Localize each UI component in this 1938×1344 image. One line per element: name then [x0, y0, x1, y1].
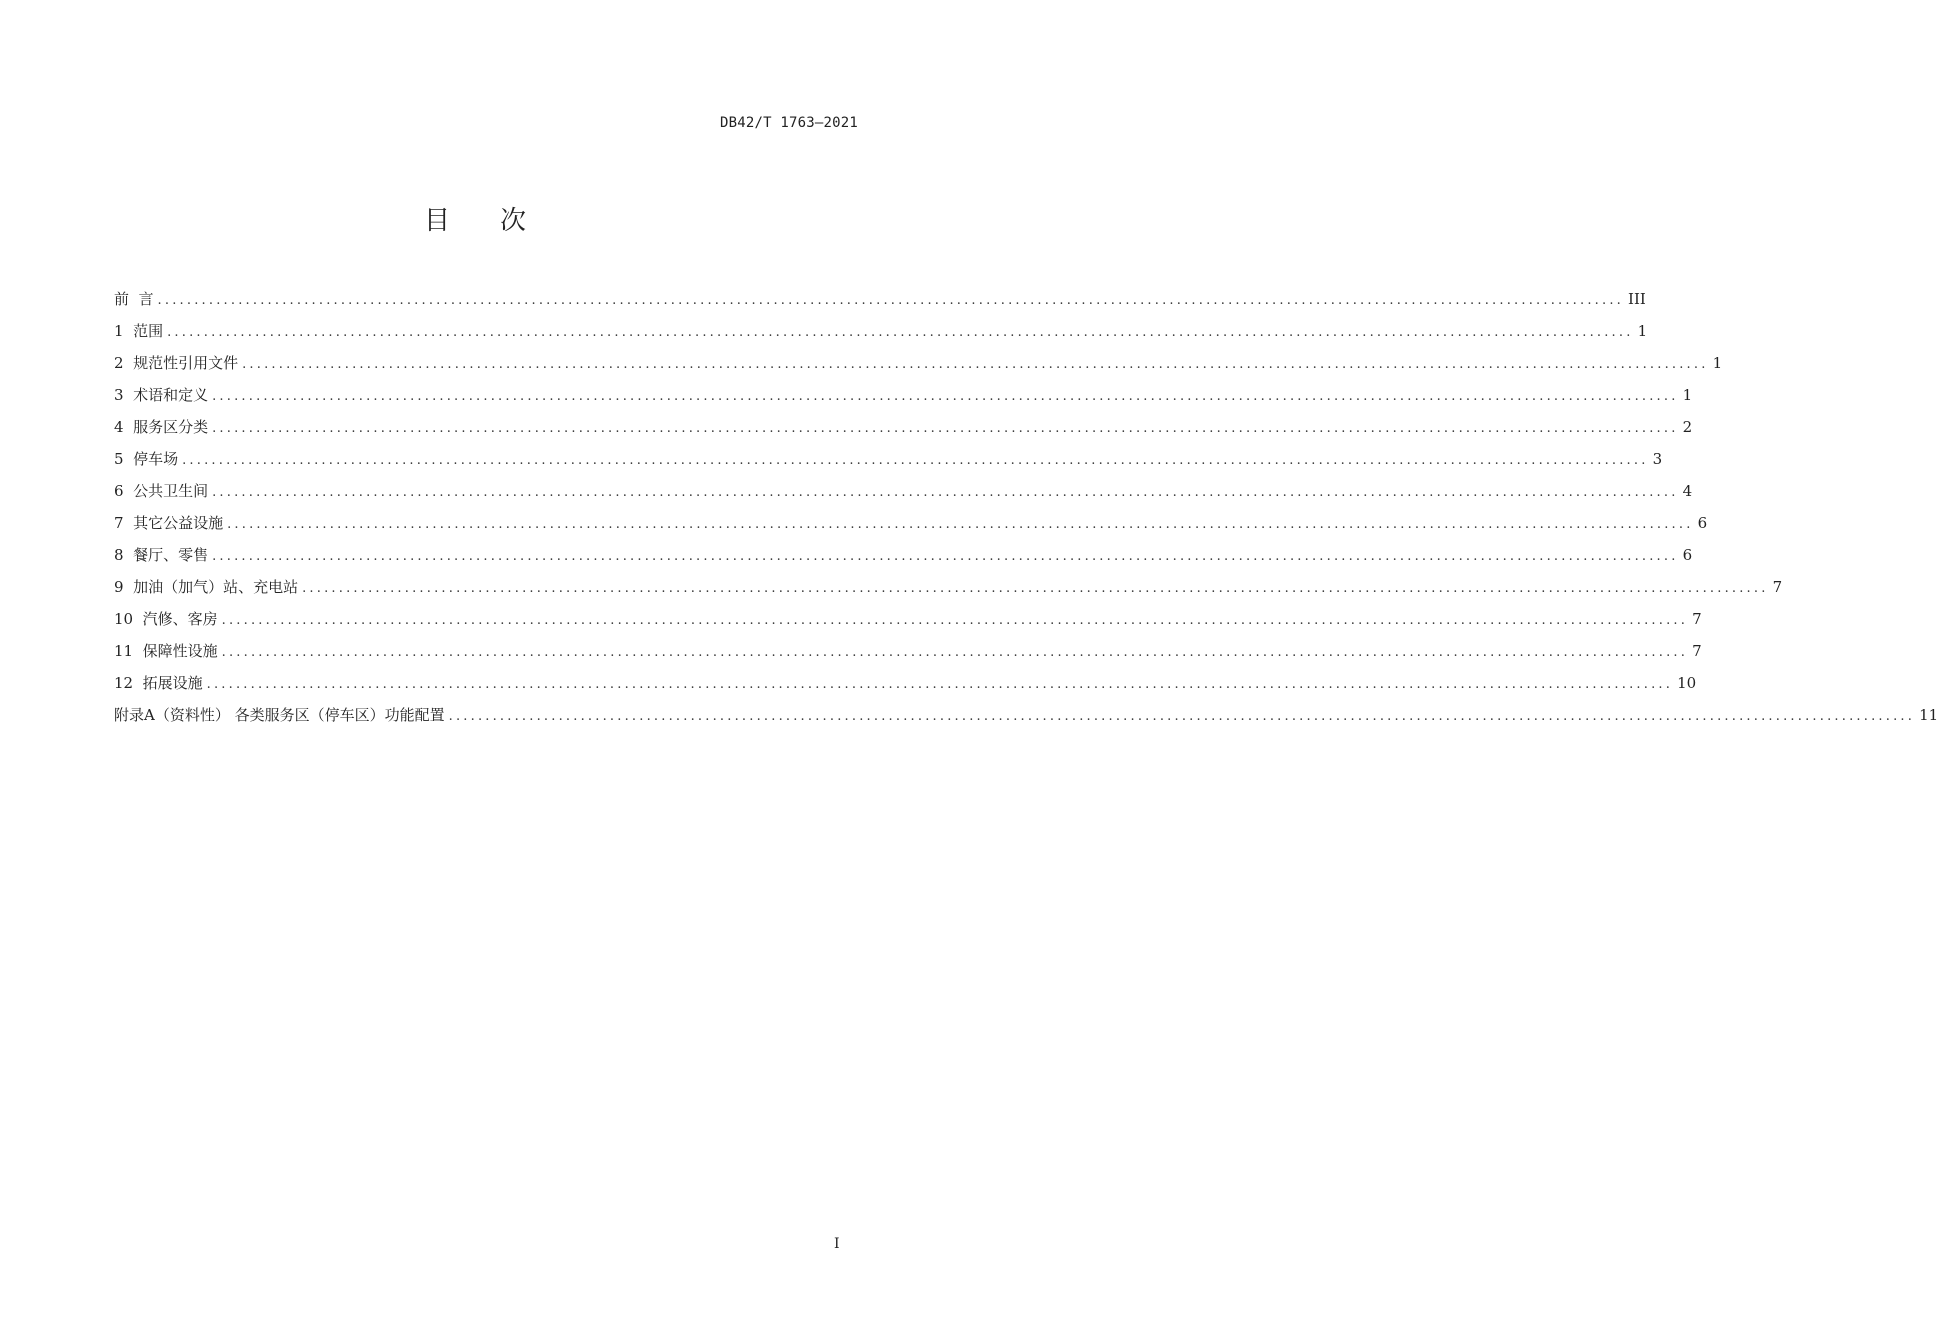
toc-entry-label: 10 汽修、客房 — [114, 610, 218, 628]
page-title — [0, 200, 950, 237]
toc-dot-leader: ........................................................................................................................................................................................................ — [242, 357, 1709, 372]
toc-entry-6[interactable] — [114, 478, 1693, 510]
toc-entry-page: 11 — [1919, 706, 1938, 724]
toc-entry-page: 3 — [1652, 450, 1663, 468]
toc-entry-8[interactable] — [114, 542, 1693, 574]
page-number: I — [834, 1236, 840, 1252]
toc-entry-label: 附录A（资料性） 各类服务区（停车区）功能配置 — [114, 706, 445, 724]
toc-entry-3[interactable] — [114, 382, 1693, 414]
toc-entry-foreword[interactable] — [114, 286, 1646, 318]
toc-entry-label: 2 规范性引用文件 — [114, 354, 239, 372]
toc-entry-label: 3 术语和定义 — [114, 386, 209, 404]
toc-dot-leader: ........................................................................................................................................................................................................ — [448, 709, 1916, 724]
toc-dot-leader: ........................................................................................................................................................................................................ — [157, 293, 1625, 308]
toc-entry-page: 1 — [1712, 354, 1723, 372]
toc-dot-leader: ........................................................................................................................................................................................................ — [182, 453, 1649, 468]
toc-entry-5[interactable] — [114, 446, 1663, 478]
toc-entry-9[interactable] — [114, 574, 1783, 606]
toc-entry-page: 10 — [1677, 674, 1697, 692]
toc-entry-label: 5 停车场 — [114, 450, 179, 468]
toc-entry-page: 6 — [1697, 514, 1708, 532]
document-code: DB42/T 1763—2021 — [719, 115, 858, 131]
toc-dot-leader: ........................................................................................................................................................................................................ — [227, 517, 1694, 532]
title-char-1: 目 — [423, 206, 450, 236]
toc-entry-page: 2 — [1682, 418, 1693, 436]
toc-entry-12[interactable] — [114, 670, 1697, 702]
toc-dot-leader: ........................................................................................................................................................................................................ — [167, 325, 1634, 340]
toc-entry-10[interactable] — [114, 606, 1702, 638]
toc-dot-leader: ........................................................................................................................................................................................................ — [221, 645, 1689, 660]
toc-entry-page: 1 — [1637, 322, 1648, 340]
toc-entry-page: 1 — [1682, 386, 1693, 404]
toc-entry-2[interactable] — [114, 350, 1723, 382]
toc-entry-page: III — [1628, 290, 1646, 308]
title-char-2: 次 — [500, 206, 527, 236]
toc-entry-label: 7 其它公益设施 — [114, 514, 224, 532]
toc-entry-11[interactable] — [114, 638, 1702, 670]
toc-dot-leader: ........................................................................................................................................................................................................ — [212, 485, 1679, 500]
toc-entry-label: 前 言 — [114, 290, 154, 308]
toc-entry-label: 6 公共卫生间 — [114, 482, 209, 500]
toc-entry-appendix-a[interactable] — [114, 702, 1938, 734]
toc-entry-label: 1 范围 — [114, 322, 164, 340]
toc-entry-1[interactable] — [114, 318, 1648, 350]
toc-entry-label: 12 拓展设施 — [114, 674, 203, 692]
toc-dot-leader: ........................................................................................................................................................................................................ — [212, 389, 1679, 404]
toc-entry-page: 7 — [1772, 578, 1783, 596]
toc-dot-leader: ........................................................................................................................................................................................................ — [302, 581, 1769, 596]
toc-dot-leader: ........................................................................................................................................................................................................ — [212, 421, 1679, 436]
toc-dot-leader: ........................................................................................................................................................................................................ — [221, 613, 1689, 628]
toc-entry-label: 11 保障性设施 — [114, 642, 218, 660]
toc-dot-leader: ........................................................................................................................................................................................................ — [212, 549, 1679, 564]
toc-entry-page: 6 — [1682, 546, 1693, 564]
toc-entry-page: 7 — [1692, 642, 1702, 660]
toc-entry-page: 4 — [1682, 482, 1693, 500]
toc-entry-label: 9 加油（加气）站、充电站 — [114, 578, 299, 596]
toc-dot-leader: ........................................................................................................................................................................................................ — [206, 677, 1674, 692]
toc-entry-label: 4 服务区分类 — [114, 418, 209, 436]
toc-entry-label: 8 餐厅、零售 — [114, 546, 209, 564]
toc-entry-7[interactable] — [114, 510, 1708, 542]
table-of-contents — [114, 286, 1938, 734]
toc-entry-page: 7 — [1692, 610, 1702, 628]
toc-entry-4[interactable] — [114, 414, 1693, 446]
